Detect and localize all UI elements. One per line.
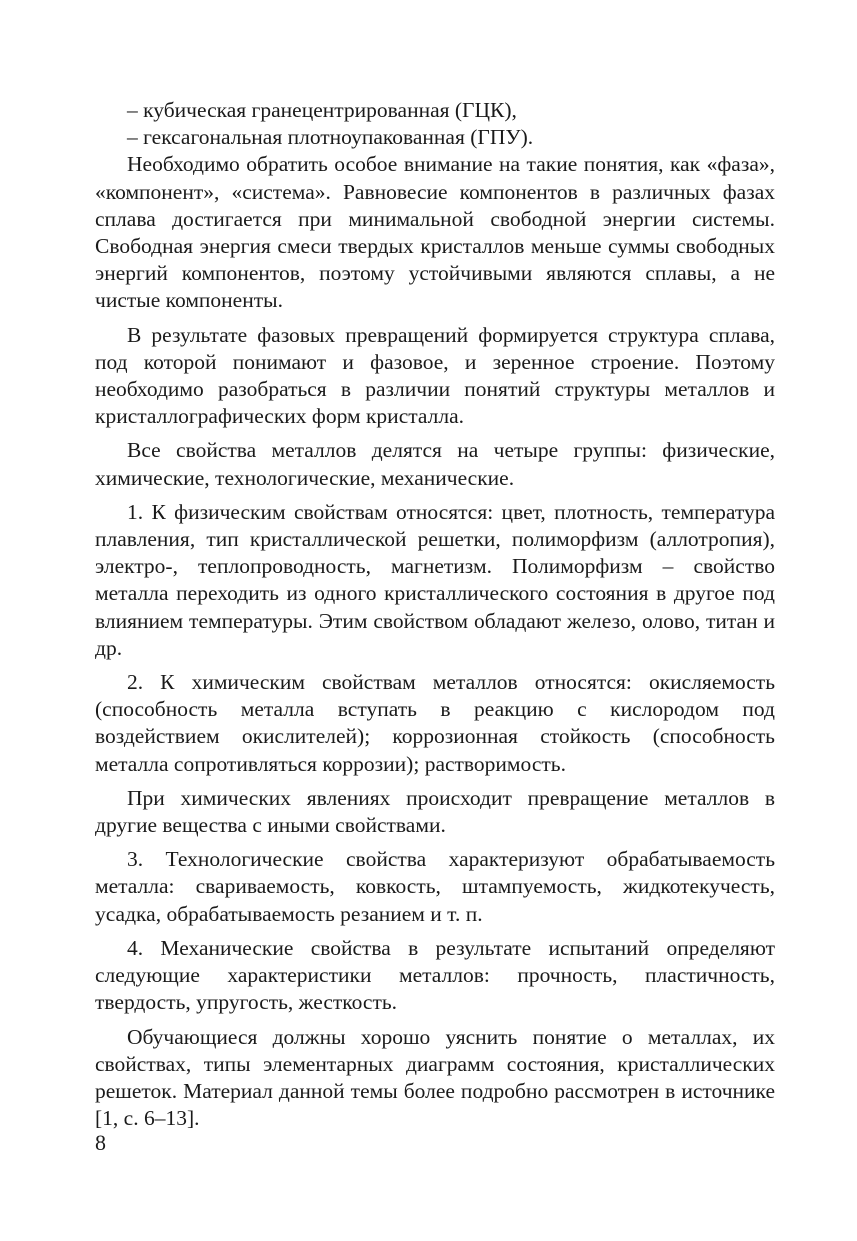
paragraph-phase-transformations: В результате фазовых превращений формируется структура сплава, под которой понимают и фазовое, и зеренное строение. Поэтому необходимо разобраться в различии понятий структуры металлов и кристаллографических форм кристалла. [95, 322, 775, 429]
paragraph-chemical-phenomena: При химических явлениях происходит превращение металлов в другие вещества с иными свойствами. [95, 785, 775, 838]
paragraph-chemical-properties: 2. К химическим свойствам металлов относятся: окисляемость (способность металла вступать в реакцию с кислородом под воздействием окислителей); коррозионная стойкость (способность металла сопротивляться коррозии); растворимость. [95, 670, 775, 776]
paragraph-technological-properties: 3. Технологические свойства характеризуют обрабатываемость металла: свариваемость, ковкость, штампуемость, жидкотекучесть, усадка, обрабатываемость резанием и т. п. [95, 847, 775, 926]
paragraph-conclusion: Обучающиеся должны хорошо уяснить понятие о металлах, их свойствах, типы элементарных диаграмм состояния, кристаллических решеток. Материал данной темы более подробно рассмотрен в источнике [1, с. 6–13]. [95, 1024, 775, 1131]
paragraph-physical-properties: 1. К физическим свойствам относятся: цвет, плотность, температура плавления, тип кристаллической решетки, полиморфизм (аллотропия), электро-, теплопроводность, магнетизм. Полиморфизм – свойство металла переходить из одного кристаллического состояния в другое под влиянием температуры. Этим свойством обладают железо, олово, титан и др. [95, 499, 775, 660]
paragraph-property-groups: Все свойства металлов делятся на четыре группы: физические, химические, технологические, механические. [95, 438, 775, 490]
page-number: 8 [95, 1130, 106, 1155]
paragraph-mechanical-properties: 4. Механические свойства в результате испытаний определяют следующие характеристики металлов: прочность, пластичность, твердость, упругость, жесткость. [95, 935, 775, 1015]
paragraph-phase-concepts: Необходимо обратить особое внимание на такие понятия, как «фаза», «компонент», «система». Равновесие компонентов в различных фазах сплава достигается при минимальной свободной энергии системы. Свободная энергия смеси твердых кристаллов меньше суммы свободных энергий компонентов, поэтому устойчивыми являются сплавы, а не чистые компоненты. [95, 152, 775, 313]
body-text [95, 97, 775, 1132]
list-item-hcp: – гексагональная плотноупакованная (ГПУ). [127, 125, 534, 150]
list-item-fcc: – кубическая гранецентрированная (ГЦК), [127, 98, 517, 122]
